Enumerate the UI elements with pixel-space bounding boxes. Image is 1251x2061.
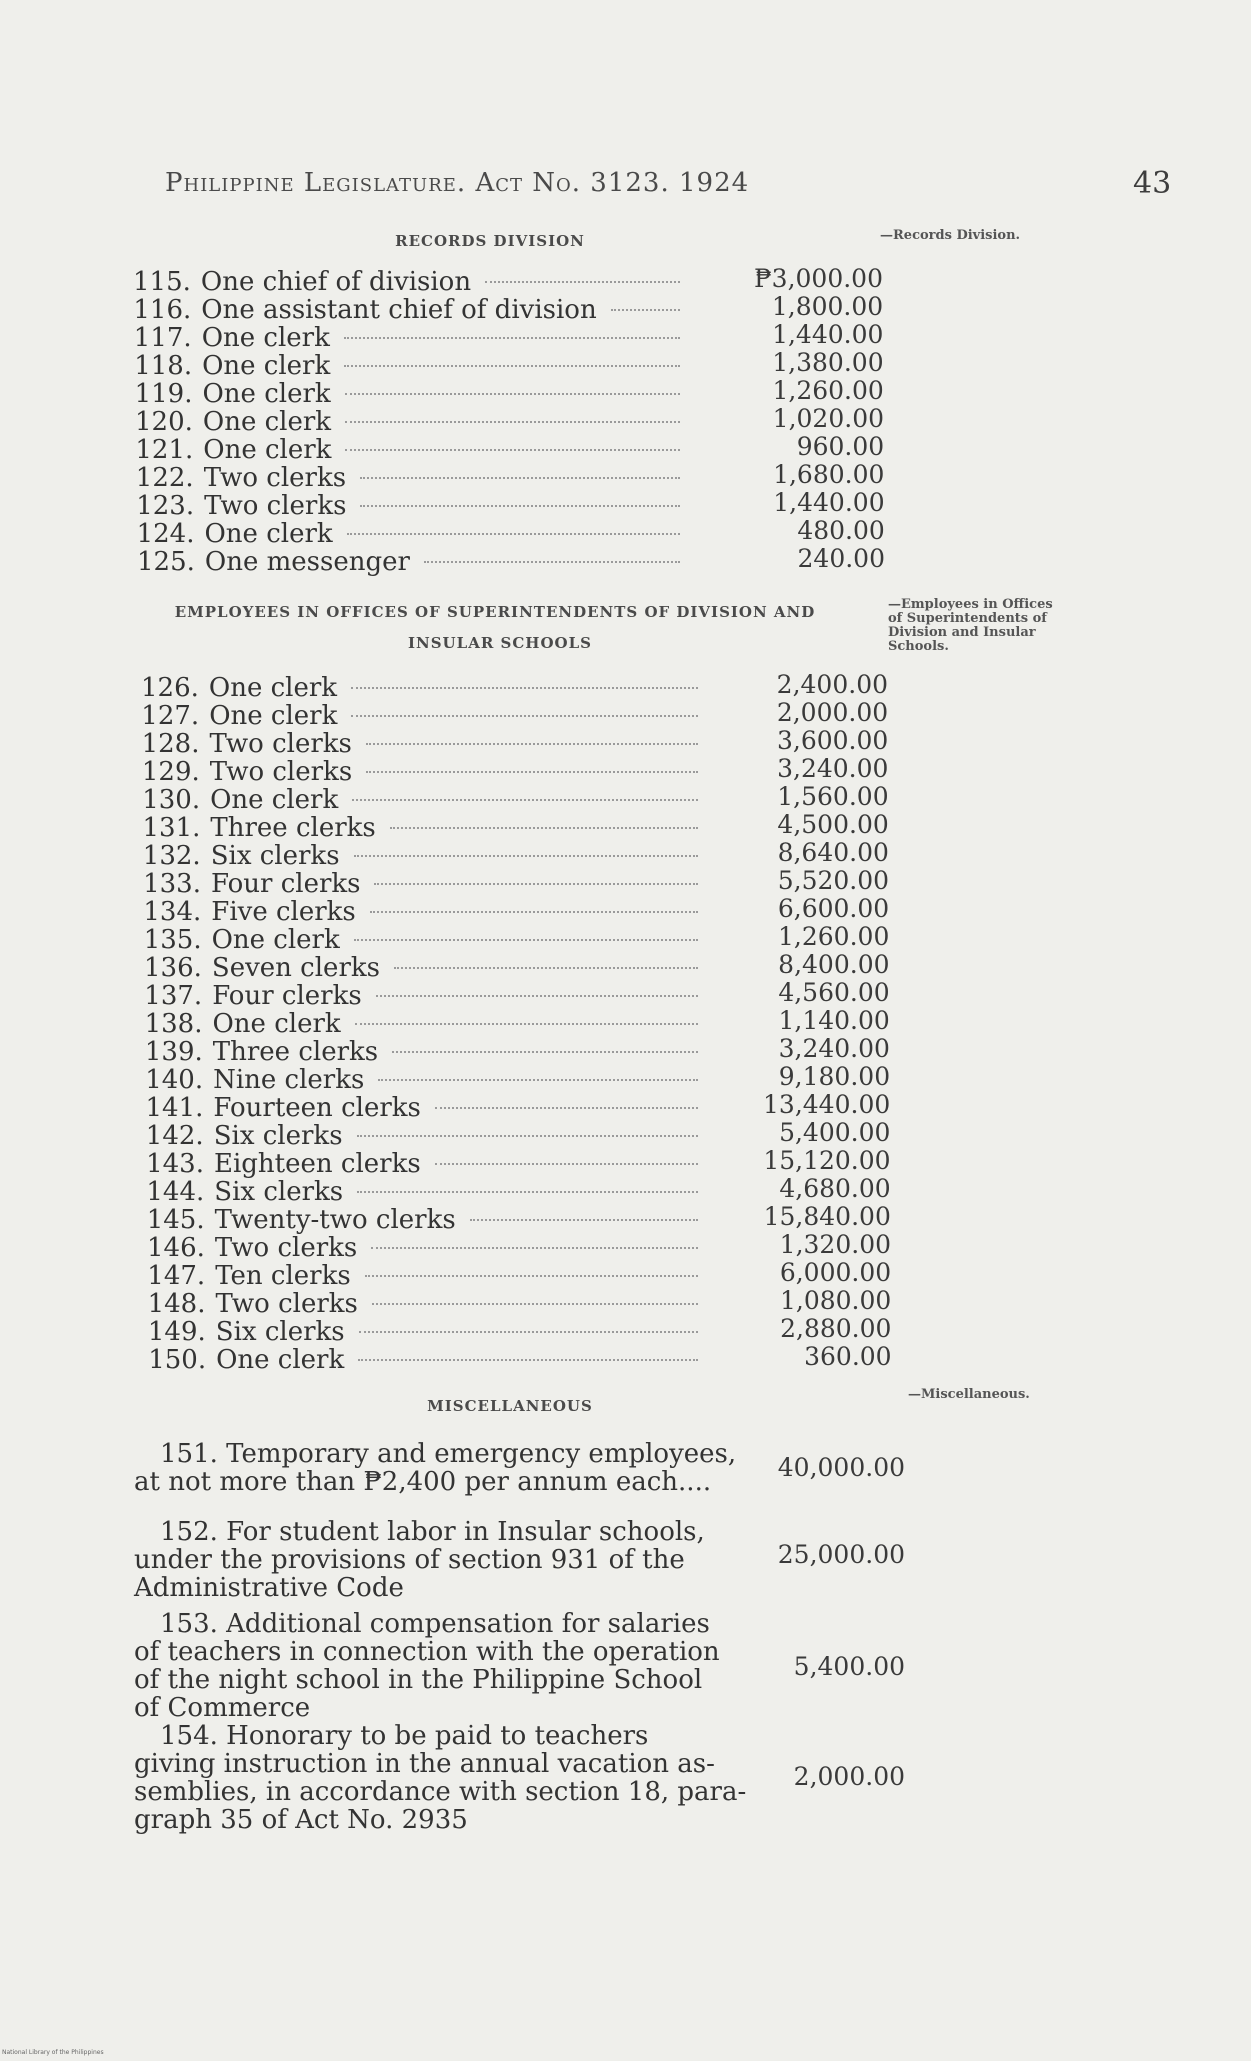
item-amount: 1,440.00 — [773, 488, 885, 517]
dot-leader — [372, 1303, 698, 1305]
item-amount: 6,000.00 — [779, 1258, 892, 1287]
dot-leader — [354, 855, 698, 857]
item-amount: 360.00 — [804, 1342, 892, 1371]
list-item — [146, 1178, 706, 1206]
dot-leader — [355, 1023, 698, 1025]
item-amount: 1,440.00 — [772, 320, 884, 349]
item-amount: 8,400.00 — [778, 950, 890, 979]
item-amount: 1,260.00 — [778, 922, 890, 951]
item-amount: 3,240.00 — [778, 1034, 890, 1063]
item-amount: 1,380.00 — [772, 348, 884, 377]
dot-leader — [358, 1359, 698, 1361]
superintendents-margin-note-line: of Superintendents of — [888, 611, 1047, 626]
item-number: 137. — [144, 981, 203, 1011]
misc-item — [134, 1518, 719, 1602]
list-item — [143, 870, 706, 898]
dot-leader — [359, 1331, 698, 1333]
item-amount: 3,600.00 — [776, 726, 889, 755]
dot-leader — [435, 1107, 698, 1109]
item-description: Two clerks — [209, 729, 352, 759]
item-description: Two clerks — [204, 491, 347, 521]
dot-leader — [360, 477, 680, 479]
item-amount: 6,600.00 — [777, 894, 890, 923]
item-number: 141. — [145, 1093, 204, 1123]
list-item — [143, 898, 706, 926]
item-description: One clerk — [202, 351, 331, 381]
item-number: 130. — [142, 785, 201, 815]
dot-leader — [351, 715, 698, 717]
dot-leader — [345, 393, 680, 395]
item-number: 115. — [133, 267, 191, 297]
dot-leader — [378, 1079, 698, 1081]
item-description: One clerk — [209, 701, 338, 731]
item-description: One clerk — [203, 435, 332, 465]
dot-leader — [435, 1163, 698, 1165]
item-number: 121. — [135, 435, 194, 465]
item-number: 134. — [143, 897, 202, 927]
misc-item-line: 152. For student labor in Insular schools, — [160, 1517, 705, 1547]
item-amount: 1,140.00 — [778, 1006, 890, 1035]
dot-leader — [344, 337, 680, 339]
item-description: Four clerks — [212, 981, 362, 1011]
item-amount: 13,440.00 — [763, 1090, 891, 1119]
list-item — [144, 954, 706, 982]
item-description: One assistant chief of division — [201, 295, 597, 325]
misc-item-line: at not more than ₱2,400 per annum each.... — [134, 1467, 712, 1497]
list-item — [147, 1206, 706, 1234]
list-item — [137, 548, 688, 576]
misc-item-line: of the night school in the Philippine School — [134, 1665, 703, 1695]
superintendents-list — [141, 670, 901, 1384]
item-description: One clerk — [201, 323, 330, 353]
item-number: 123. — [136, 491, 195, 521]
list-item — [133, 268, 688, 296]
misc-amount: 40,000.00 — [777, 1453, 905, 1482]
item-description: Seven clerks — [211, 953, 380, 983]
item-number: 147. — [147, 1261, 206, 1291]
list-item — [146, 1150, 706, 1178]
item-description: Two clerks — [203, 463, 347, 493]
item-description: Four clerks — [210, 869, 361, 899]
item-description: One clerk — [202, 379, 331, 409]
item-number: 142. — [145, 1121, 204, 1151]
item-number: 150. — [148, 1345, 207, 1375]
item-number: 120. — [135, 407, 193, 437]
item-number: 138. — [144, 1009, 203, 1039]
dot-leader — [360, 505, 680, 507]
item-description: Eighteen clerks — [213, 1149, 421, 1179]
list-item — [145, 1038, 706, 1066]
list-item — [142, 786, 706, 814]
item-description: One clerk — [216, 1345, 345, 1375]
item-number: 139. — [144, 1037, 203, 1067]
misc-item — [134, 1610, 719, 1722]
dot-leader — [485, 281, 680, 283]
list-item — [146, 1122, 706, 1150]
dot-leader — [424, 561, 680, 563]
misc-item-line: 154. Honorary to be paid to teachers — [160, 1721, 649, 1751]
item-amount: 4,500.00 — [777, 810, 889, 839]
item-amount: 3,240.00 — [777, 754, 889, 783]
dot-leader — [357, 1191, 698, 1193]
list-item — [135, 380, 688, 408]
list-item — [146, 1094, 707, 1122]
item-description: Two clerks — [214, 1233, 358, 1263]
item-number: 148. — [147, 1289, 206, 1319]
item-description: Five clerks — [211, 897, 356, 927]
item-amount: 9,180.00 — [778, 1062, 891, 1091]
list-item — [145, 1010, 706, 1038]
footer-credit: National Library of the Philippines — [2, 2049, 104, 2056]
item-number: 131. — [142, 813, 201, 843]
item-description: One clerk — [202, 407, 332, 437]
misc-amount: 2,000.00 — [793, 1762, 905, 1791]
item-amount: 1,680.00 — [773, 460, 885, 489]
item-description: One chief of division — [200, 267, 472, 297]
list-item — [136, 492, 688, 520]
superintendents-heading-line1: EMPLOYEES IN OFFICES OF SUPERINTENDENTS OF DIVISION AND — [174, 603, 816, 621]
misc-item — [134, 1721, 747, 1835]
misc-amount: 5,400.00 — [793, 1652, 905, 1681]
item-amount: 5,520.00 — [777, 866, 890, 895]
misc-item-line: Administrative Code — [134, 1573, 404, 1603]
item-description: Six clerks — [214, 1177, 344, 1207]
item-number: 136. — [144, 953, 202, 983]
item-description: One messenger — [204, 547, 410, 577]
item-description: One clerk — [208, 673, 338, 703]
list-item — [142, 730, 706, 758]
item-number: 125. — [137, 547, 195, 577]
item-amount: 1,800.00 — [771, 292, 884, 321]
dot-leader — [344, 365, 680, 367]
dot-leader — [351, 687, 698, 689]
item-amount: 15,840.00 — [763, 1202, 891, 1231]
item-amount: 4,560.00 — [778, 978, 890, 1007]
item-number: 117. — [133, 323, 192, 353]
item-number: 116. — [133, 295, 192, 325]
item-number: 143. — [146, 1149, 204, 1179]
list-item — [148, 1318, 706, 1346]
superintendents-margin-note — [888, 598, 1088, 654]
item-amount: 240.00 — [797, 544, 885, 573]
misc-item-line: of Commerce — [134, 1693, 311, 1723]
dot-leader — [345, 449, 680, 451]
item-number: 133. — [143, 869, 201, 899]
list-item — [134, 324, 688, 352]
item-description: Six clerks — [213, 1121, 343, 1151]
dot-leader — [390, 827, 698, 829]
item-amount: 960.00 — [796, 432, 885, 461]
item-number: 128. — [141, 729, 200, 759]
superintendents-margin-note-line: —Employees in Offices — [888, 597, 1053, 612]
dot-leader — [394, 967, 698, 969]
records-division-heading: RECORDS DIVISION — [395, 232, 585, 250]
item-number: 135. — [143, 925, 202, 955]
item-description: Fourteen clerks — [213, 1093, 421, 1123]
item-amount: 1,260.00 — [772, 376, 884, 405]
item-description: One clerk — [210, 785, 339, 815]
item-description: Two clerks — [209, 757, 353, 787]
misc-item-line: semblies, in accordance with section 18, para- — [134, 1777, 747, 1807]
superintendents-margin-note-line: Division and Insular — [888, 625, 1036, 640]
list-item — [135, 436, 688, 464]
item-description: Two clerks — [215, 1289, 358, 1319]
dot-leader — [392, 1051, 698, 1053]
misc-item-line: graph 35 of Act No. 2935 — [134, 1805, 468, 1835]
item-number: 126. — [141, 673, 199, 703]
miscellaneous-margin-note: —Miscellaneous. — [908, 1387, 1030, 1402]
item-description: One clerk — [204, 519, 333, 549]
list-item — [148, 1290, 706, 1318]
dot-leader — [365, 1275, 698, 1277]
item-amount: 1,320.00 — [779, 1230, 891, 1259]
item-number: 119. — [134, 379, 193, 409]
item-number: 124. — [136, 519, 195, 549]
dot-leader — [470, 1219, 698, 1221]
dot-leader — [366, 771, 698, 773]
item-description: Twenty-two clerks — [214, 1205, 456, 1235]
item-amount: 2,400.00 — [776, 670, 888, 699]
item-number: 122. — [135, 463, 194, 493]
dot-leader — [366, 743, 698, 745]
item-number: 144. — [146, 1177, 205, 1207]
list-item — [133, 296, 688, 324]
dot-leader — [374, 883, 698, 885]
list-item — [142, 758, 706, 786]
page-number: 43 — [1133, 166, 1172, 201]
records-division-list — [133, 264, 885, 578]
item-number: 140. — [145, 1065, 204, 1095]
list-item — [147, 1262, 706, 1290]
list-item — [145, 1066, 706, 1094]
item-number: 118. — [134, 351, 193, 381]
miscellaneous-heading: MISCELLANEOUS — [427, 1397, 593, 1415]
misc-item-line: of teachers in connection with the operation — [134, 1637, 720, 1667]
item-amount: 2,880.00 — [780, 1314, 892, 1343]
item-amount: 1,020.00 — [772, 404, 884, 433]
running-head: Philippine Legislature. Act No. 3123. 1924 — [165, 168, 750, 198]
item-amount: 1,080.00 — [779, 1286, 892, 1315]
item-description: Three clerks — [210, 813, 376, 843]
item-description: Ten clerks — [215, 1261, 351, 1291]
misc-item-line: 151. Temporary and emergency employees, — [160, 1439, 737, 1469]
list-item — [144, 926, 706, 954]
dot-leader — [376, 995, 698, 997]
misc-item-line: giving instruction in the annual vacation as- — [134, 1749, 715, 1779]
dot-leader — [352, 799, 698, 801]
dot-leader — [611, 309, 680, 311]
item-amount: 8,640.00 — [777, 838, 889, 867]
item-amount: 5,400.00 — [779, 1118, 891, 1147]
item-number: 149. — [147, 1317, 206, 1347]
item-amount: ₱3,000.00 — [754, 264, 883, 293]
dot-leader — [345, 421, 680, 423]
records-division-margin-note: —Records Division. — [880, 228, 1021, 243]
item-number: 127. — [141, 701, 200, 731]
list-item — [134, 352, 688, 380]
misc-item-line: under the provisions of section 931 of the — [134, 1545, 685, 1575]
item-number: 146. — [147, 1233, 205, 1263]
list-item — [141, 702, 706, 730]
dot-leader — [357, 1135, 698, 1137]
list-item — [137, 520, 688, 548]
list-item — [144, 982, 706, 1010]
list-item — [148, 1346, 706, 1374]
list-item — [135, 408, 688, 436]
list-item — [141, 674, 706, 702]
item-description: Three clerks — [212, 1037, 379, 1067]
item-description: Six clerks — [210, 841, 340, 871]
item-description: Six clerks — [215, 1317, 345, 1347]
list-item — [147, 1234, 706, 1262]
dot-leader — [370, 911, 698, 913]
item-number: 132. — [142, 841, 201, 871]
misc-amount: 25,000.00 — [777, 1540, 905, 1569]
item-amount: 2,000.00 — [776, 698, 889, 727]
item-description: One clerk — [212, 1009, 341, 1039]
item-amount: 15,120.00 — [763, 1146, 891, 1175]
item-description: One clerk — [211, 925, 340, 955]
item-amount: 4,680.00 — [779, 1174, 891, 1203]
list-item — [143, 842, 706, 870]
superintendents-heading-line2: INSULAR SCHOOLS — [408, 634, 592, 652]
dot-leader — [347, 533, 680, 535]
list-item — [143, 814, 707, 842]
list-item — [136, 464, 688, 492]
item-amount: 480.00 — [797, 516, 885, 545]
dot-leader — [371, 1247, 698, 1249]
misc-item — [134, 1439, 737, 1497]
misc-item-line: 153. Additional compensation for salaries — [160, 1609, 710, 1639]
superintendents-margin-note-line: Schools. — [888, 639, 949, 654]
item-amount: 1,560.00 — [777, 782, 889, 811]
dot-leader — [354, 939, 698, 941]
item-description: Nine clerks — [213, 1065, 365, 1095]
item-number: 129. — [141, 757, 200, 787]
item-number: 145. — [146, 1205, 205, 1235]
